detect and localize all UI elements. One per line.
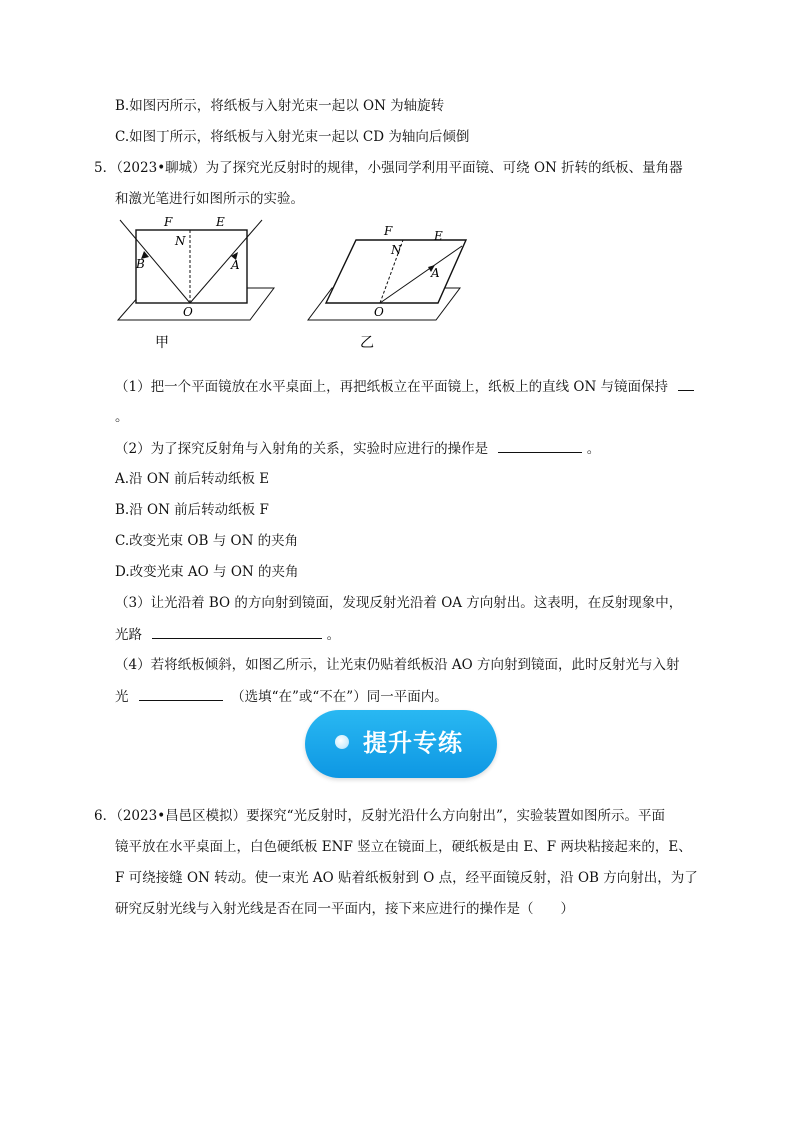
figure-yi [300, 212, 475, 352]
yi-label-o: O [374, 305, 384, 319]
yi-label-e: E [434, 229, 443, 243]
q5-sub2-text: （2）为了探究反射角与入射角的关系，实验时应进行的操作是 [115, 441, 489, 457]
q5-stem-line2: 和激光笔进行如图所示的实验。 [115, 191, 304, 207]
q5-sub1-blank [678, 376, 694, 391]
jia-label-e: E [216, 215, 225, 229]
q6-line3: F 可绕接缝 ON 转动。使一束光 AO 贴着纸板射到 O 点，经平面镜反射，沿 OB 方向射出，为了 [115, 870, 698, 886]
yi-caption: 乙 [360, 335, 374, 351]
q5-sub1-text: （1）把一个平面镜放在水平桌面上，再把纸板立在平面镜上，纸板上的直线 ON 与镜面保持 [115, 379, 669, 395]
q5-sub2-end: 。 [586, 441, 601, 457]
q5-sub4-line1: （4）若将纸板倾斜，如图乙所示，让光束仍贴着纸板沿 AO 方向射到镜面，此时反射光与入射 [115, 657, 680, 673]
q5-sub4-line2 [115, 686, 448, 707]
q5-sub2-line [115, 438, 600, 459]
q6-line1: 6．（2023•昌邑区模拟）要探究“光反射时，反射光沿什么方向射出”，实验装置如图所示。平面 [94, 808, 665, 824]
q5-sub4-blank [139, 686, 223, 701]
q5-sub3-text: 光路 [115, 627, 142, 643]
banner-label: 提升专练 [363, 729, 463, 757]
q6-line2: 镜平放在水平桌面上，白色硬纸板 ENF 竖立在镜面上，硬纸板是由 E、F 两块粘接起来的，E、 [115, 839, 692, 855]
jia-label-n: N [175, 234, 186, 248]
yi-label-n: N [391, 243, 402, 257]
q5-sub4-post: （选填“在”或“不在”）同一平面内。 [231, 689, 448, 705]
jia-caption: 甲 [155, 335, 169, 351]
jia-label-b: B [136, 257, 145, 271]
q5-option-c: C.改变光束 OB 与 ON 的夹角 [115, 533, 299, 549]
q5-stem-line1: 5．（2023•聊城）为了探究光反射时的规律，小强同学利用平面镜、可绕 ON 折转的纸板、量角器 [94, 160, 683, 176]
q5-sub3-blank [152, 624, 322, 639]
q5-option-b: B.沿 ON 前后转动纸板 F [115, 502, 269, 518]
q4-option-b: B.如图丙所示，将纸板与入射光束一起以 ON 为轴旋转 [115, 98, 445, 114]
q5-option-a: A.沿 ON 前后转动纸板 E [115, 471, 270, 487]
q4-option-c: C.如图丁所示，将纸板与入射光束一起以 CD 为轴向后倾倒 [115, 129, 470, 145]
yi-label-a: A [431, 266, 440, 280]
q5-sub3-line2 [115, 624, 340, 645]
jia-label-a: A [231, 258, 240, 272]
figure-jia [110, 212, 280, 352]
q5-sub1-line1 [115, 376, 694, 397]
q5-sub1-line2: 。 [115, 409, 129, 425]
bubble-icon [335, 735, 349, 749]
q5-sub2-blank [498, 438, 582, 453]
practice-banner [305, 710, 497, 778]
jia-label-o: O [183, 305, 193, 319]
q6-line4: 研究反射光线与入射光线是否在同一平面内，接下来应进行的操作是（ ） [115, 901, 574, 917]
jia-label-f: F [164, 215, 173, 229]
q5-sub3-line1: （3）让光沿着 BO 的方向射到镜面，发现反射光沿着 OA 方向射出。这表明，在反射现象中， [115, 595, 683, 611]
q5-sub3-end: 。 [326, 627, 341, 643]
q5-option-d: D.改变光束 AO 与 ON 的夹角 [115, 564, 299, 580]
q5-sub4-pre: 光 [115, 689, 129, 705]
yi-label-f: F [384, 224, 393, 238]
